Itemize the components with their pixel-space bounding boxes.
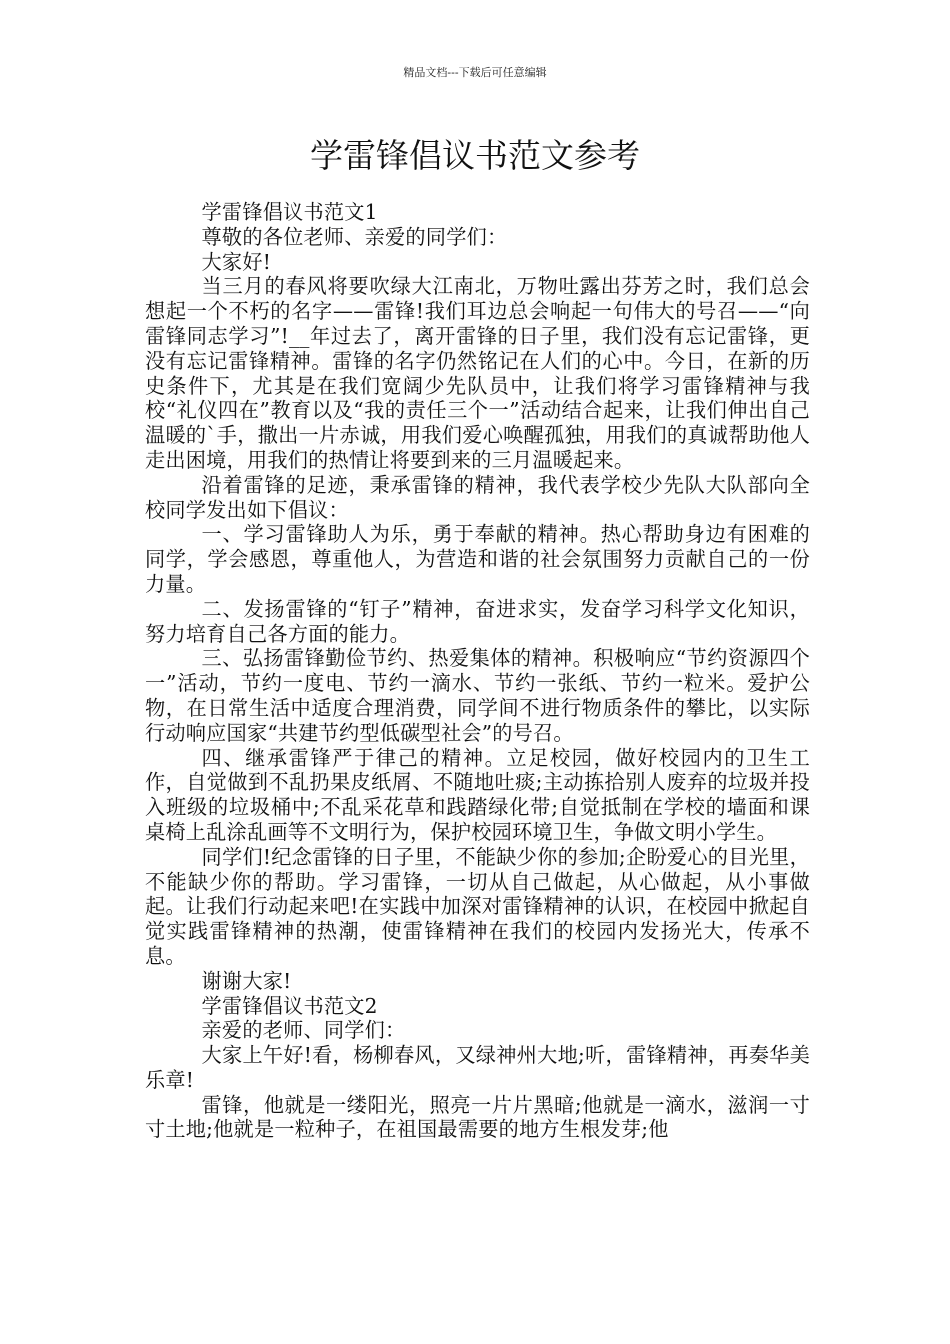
paragraph: 亲爱的老师、同学们： [201, 1018, 406, 1043]
paragraph: 沿着雷锋的足迹，秉承雷锋的精神，我代表学校少先队大队部向全校同学发出如下倡议： [145, 472, 810, 522]
paragraph: 同学们!纪念雷锋的日子里，不能缺少你的参加;企盼爱心的目光里，不能缺少你的帮助。学习雷锋，一切从自己做起，从心做起，从小事做起。让我们行动起来吧!在实践中加深对雷锋精神的认识，在校园中掀起自觉实践雷锋精神的热潮，使雷锋精神在我们的校园内发扬光大，传承不息。 [145, 844, 810, 968]
paragraph: 三、弘扬雷锋勤俭节约、热爱集体的精神。积极响应“节约资源四个一”活动，节约一度电、节约一滴水、节约一张纸、节约一粒米。爱护公物，在日常生活中适度合理消费，同学间不进行物质条件的攀比，以实际行动响应国家“共建节约型低碳型社会”的号召。 [145, 646, 810, 745]
paragraph: 大家上午好!看，杨柳春风，又绿神州大地;听，雷锋精神，再奏华美乐章! [145, 1043, 810, 1092]
paragraph: 谢谢大家! [201, 968, 292, 993]
paragraph: 学雷锋倡议书范文1 [201, 200, 378, 224]
header-note: 精品文档---下载后可任意编辑 [403, 66, 547, 79]
paragraph: 雷锋，他就是一缕阳光，照亮一片片黑暗;他就是一滴水，滋润一寸寸土地;他就是一粒种子，在祖国最需要的地方生根发芽;他 [145, 1092, 810, 1142]
paragraph: 一、学习雷锋助人为乐，勇于奉献的精神。热心帮助身边有困难的同学，学会感恩，尊重他人，为营造和谐的社会氛围努力贡献自己的一份力量。 [145, 522, 810, 596]
paragraph: 四、继承雷锋严于律己的精神。立足校园，做好校园内的卫生工作，自觉做到不乱扔果皮纸屑、不随地吐痰;主动拣拾别人废弃的垃圾并投入班级的垃圾桶中;不乱采花草和践踏绿化带;自觉抵制在学校的墙面和课桌椅上乱涂乱画等不文明行为，保护校园环境卫生，争做文明小学生。 [145, 745, 810, 844]
document-title: 学雷锋倡议书范文参考 [310, 136, 640, 175]
paragraph: 当三月的春风将要吹绿大江南北，万物吐露出芬芳之时，我们总会想起一个不朽的名字——雷锋!我们耳边总会响起一句伟大的号召——“向雷锋同志学习”!__年过去了，离开雷锋的日子里，我们没有忘记雷锋，更没有忘记雷锋精神。雷锋的名字仍然铭记在人们的心中。今日，在新的历史条件下，尤其是在我们宽阔少先队员中，让我们将学习雷锋精神与我校“礼仪四在”教育以及“我的责任三个一”活动结合起来，让我们伸出自己温暖的`手，撒出一片赤诚，用我们爱心唤醒孤独，用我们的真诚帮助他人走出困境，用我们的热情让将要到来的三月温暖起来。 [145, 274, 810, 472]
document-body [145, 200, 810, 1142]
paragraph: 大家好! [201, 249, 272, 274]
paragraph: 尊敬的各位老师、亲爱的同学们： [201, 224, 508, 249]
paragraph: 二、发扬雷锋的“钉子”精神，奋进求实，发奋学习科学文化知识，努力培育自己各方面的能力。 [145, 596, 810, 646]
paragraph: 学雷锋倡议书范文2 [201, 993, 378, 1018]
